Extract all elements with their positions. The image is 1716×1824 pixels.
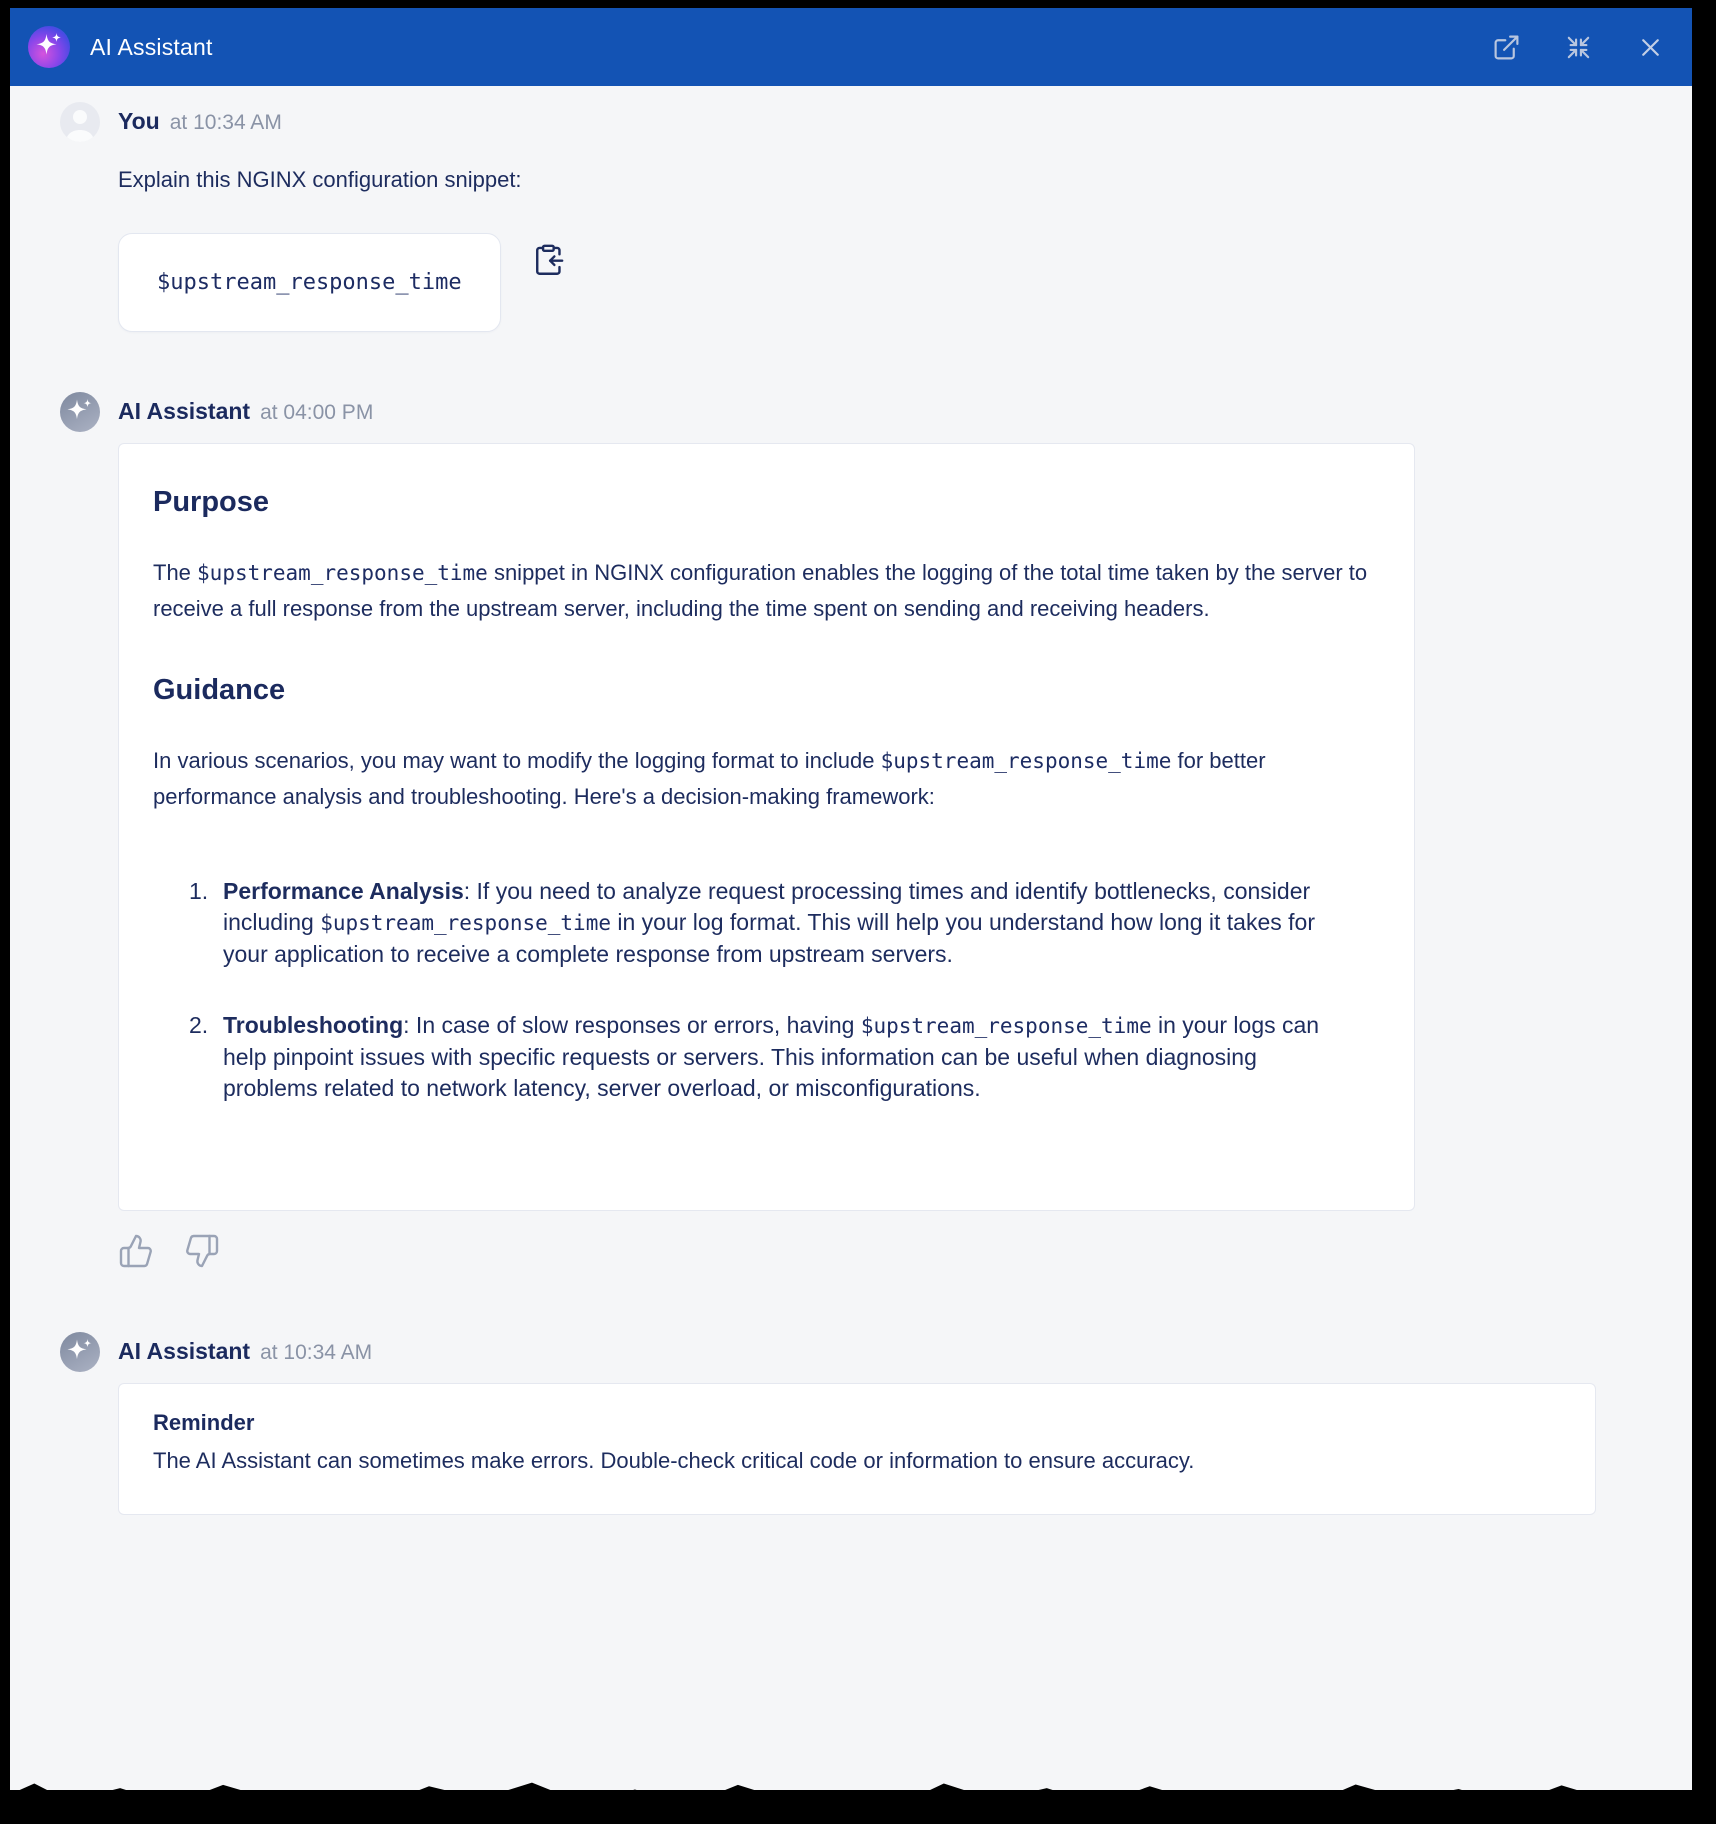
assistant-message [60, 390, 1668, 1330]
inline-code: $upstream_response_time [880, 749, 1172, 773]
open-in-new-window-button[interactable] [1490, 31, 1522, 63]
purpose-heading: Purpose [153, 486, 270, 518]
reminder-text: The AI Assistant can sometimes make errors. Double-check critical code or information to ensure accuracy. [153, 1448, 1195, 1473]
copy-snippet-button[interactable] [531, 243, 565, 280]
assistant-byline [118, 390, 1668, 425]
inline-code: $upstream_response_time [860, 1014, 1152, 1038]
sparkle-icon [28, 26, 70, 68]
clipboard-paste-icon [531, 243, 565, 277]
list-item-title: Performance Analysis [223, 878, 464, 904]
panel-header [10, 8, 1692, 86]
open-in-new-window-icon [1492, 33, 1521, 62]
thumbs-down-icon [184, 1233, 220, 1269]
user-byline [118, 100, 1668, 135]
collapse-inward-arrows-icon [1564, 33, 1593, 62]
timestamp: at 10:34 AM [260, 1341, 373, 1364]
assistant-reminder-message [60, 1330, 1668, 1515]
sparkle-icon [60, 392, 100, 432]
code-snippet-row [118, 233, 1668, 332]
collapse-button[interactable] [1562, 31, 1594, 63]
assistant-response-card [118, 443, 1415, 1211]
list-item: 1. Performance Analysis: If you need to analyze request processing times and identify bottlenecks, consider including $upstream_response_time in your log format. This will help you understand how long it takes for your application to receive a complete response from upstream servers. [189, 876, 1320, 970]
sparkle-icon [60, 1332, 100, 1372]
assistant-byline [118, 1330, 1668, 1365]
timestamp: at 10:34 AM [169, 111, 282, 134]
purpose-paragraph: The $upstream_response_time snippet in NGINX configuration enables the logging of the total time taken by the server to receive a full response from the upstream server, including the time spent on sending and receiving headers. [153, 560, 1368, 621]
guidance-paragraph: In various scenarios, you may want to modify the logging format to include $upstream_response_time for better performance analysis and troubleshooting. Here's a decision-making framework: [153, 748, 1266, 809]
code-snippet-box [118, 233, 501, 332]
assistant-avatar [60, 392, 100, 432]
close-button[interactable] [1634, 31, 1666, 63]
panel-title: AI Assistant [90, 33, 213, 60]
timestamp: at 04:00 PM [260, 401, 374, 424]
list-item: 2. Troubleshooting: In case of slow responses or errors, having $upstream_response_time in your logs can help pinpoint issues with specific requests or servers. This information can be useful when diagnosing problems related to network latency, server overload, or misconfigurations. [189, 1010, 1320, 1104]
assistant-avatar [60, 1332, 100, 1372]
reminder-heading: Reminder [153, 1410, 255, 1435]
user-message [60, 100, 1668, 390]
reminder-card [118, 1383, 1596, 1515]
chat-area [10, 86, 1692, 1515]
author-name: You [118, 108, 160, 134]
ai-assistant-logo [28, 26, 70, 68]
inline-code: $upstream_response_time [197, 561, 488, 585]
thumbs-up-icon [118, 1233, 154, 1269]
list-number: 2. [189, 1012, 209, 1038]
person-icon [60, 102, 100, 142]
list-number: 1. [189, 878, 209, 904]
user-avatar [60, 102, 100, 142]
torn-edge-right [1690, 0, 1716, 1824]
list-item-title: Troubleshooting [223, 1012, 404, 1038]
decision-framework-list [153, 876, 1380, 1104]
feedback-row [118, 1233, 1668, 1272]
thumbs-up-button[interactable] [118, 1233, 154, 1272]
code-snippet: $upstream_response_time [157, 270, 462, 295]
panel-screen [10, 8, 1692, 1790]
close-icon [1636, 33, 1665, 62]
thumbs-down-button[interactable] [184, 1233, 220, 1272]
author-name: AI Assistant [118, 398, 251, 424]
inline-code: $upstream_response_time [320, 911, 611, 935]
guidance-heading: Guidance [153, 674, 286, 706]
user-message-text: Explain this NGINX configuration snippet: [118, 167, 522, 192]
author-name: AI Assistant [118, 1338, 251, 1364]
